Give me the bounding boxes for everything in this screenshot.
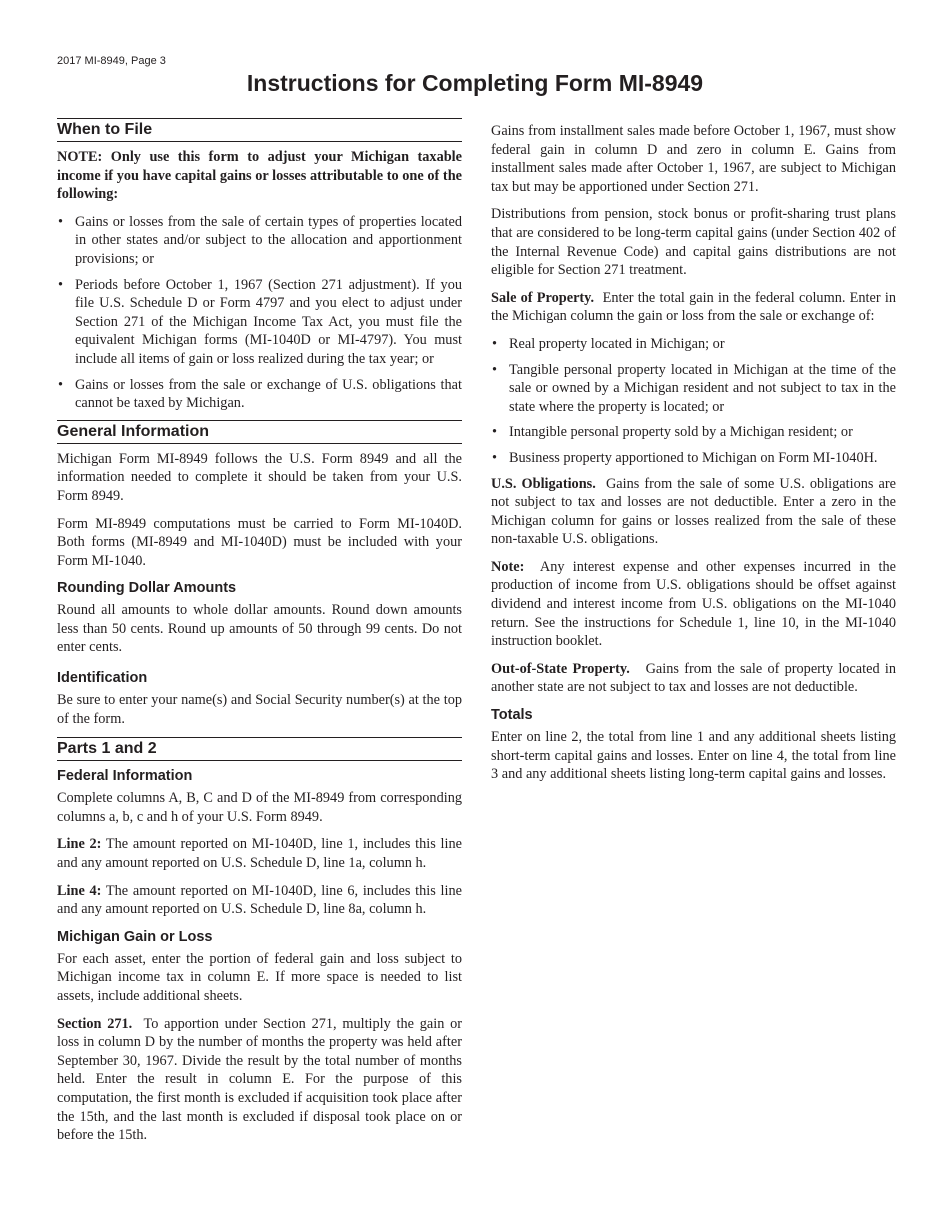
out-of-state-text: Gains from the sale of property located in another state are not subject to tax and losses are not deductible. (491, 660, 896, 696)
bullet-icon: • (58, 376, 64, 393)
list-item-text: Gains or losses from the sale or exchange of U.S. obligations that cannot be taxed by Michigan. (75, 376, 462, 412)
federal-info-paragraph: Complete columns A, B, C and D of the MI-8949 from corresponding columns a, b, c and h of your U.S. Form 8949. (57, 790, 462, 825)
totals-paragraph: Enter on line 2, the total from line 1 and any additional sheets listing short-term capital gains and losses. Enter on line 4, the total from line 3 and any additional sheets listing long-term capital gains and losses. (491, 729, 896, 783)
rounding-paragraph: Round all amounts to whole dollar amounts. Round down amounts less than 50 cents. Round up amounts of 50 through 99 cents. Do not enter cents. (57, 602, 462, 656)
out-of-state-label: Out-of-State Property. (491, 660, 630, 677)
list-item-text: Gains or losses from the sale of certain types of properties located in other states and/or subject to the allocation and apportionment provisions; or (75, 213, 462, 267)
section-heading-when-to-file: When to File (57, 118, 462, 142)
section-271-text: To apportion under Section 271, multiply the gain or loss in column D by the number of months the property was held after September 30, 1967. Divide the result by the total number of months held. Enter the result in column E. For the purpose of this computation, the first month is excluded if acquisition took place after the 15th, and the last month is excluded if disposal took place on or before the 15th. (57, 1015, 463, 1144)
bullet-icon: • (492, 361, 498, 378)
list-item-text: Tangible personal property located in Michigan at the time of the sale or owned by a Michigan resident and not subject to tax in the state where the property is located; or (509, 361, 896, 415)
bullet-icon: • (492, 335, 498, 352)
subheading-rounding: Rounding Dollar Amounts (57, 580, 237, 597)
bullet-icon: • (58, 213, 64, 230)
list-item-text: Real property located in Michigan; or (509, 335, 725, 352)
list-item (57, 213, 462, 269)
section-271-paragraph (57, 1015, 462, 1145)
us-obligations-label: U.S. Obligations. (491, 475, 596, 492)
subheading-federal-information: Federal Information (57, 768, 193, 785)
sale-of-property-text: Enter the total gain in the federal column. Enter in the Michigan column the gain or loss from the sale or exchange of: (491, 289, 896, 325)
line-2-text: The amount reported on MI-1040D, line 1, includes this line and any amount reported on U.S. Schedule D, line 1a, column h. (57, 836, 462, 872)
page-label: 2017 MI-8949, Page 3 (57, 55, 166, 67)
line-4-text: The amount reported on MI-1040D, line 6, includes this line and any amount reported on U.S. Schedule D, line 8a, column h. (57, 882, 462, 918)
list-item (491, 335, 896, 354)
list-item (491, 423, 896, 442)
subheading-totals: Totals (491, 707, 533, 724)
section-heading-general-information: General Information (57, 420, 462, 444)
line-2-paragraph (57, 835, 462, 872)
left-column (57, 118, 462, 1154)
us-obligations-text: Gains from the sale of some U.S. obligations are not subject to tax and losses are not deductible. Enter a zero in the Michigan column for gains or losses realized from the sale of these non-taxable U.S. obligations. (491, 475, 896, 548)
subheading-identification: Identification (57, 670, 148, 687)
general-info-paragraph: Michigan Form MI-8949 follows the U.S. Form 8949 and all the information needed to complete it should be taken from your U.S. Form 8949. (57, 450, 462, 504)
line-4-label: Line 4: (57, 882, 102, 899)
list-item (57, 276, 462, 369)
note-label: Note: (491, 558, 525, 575)
sale-of-property-label: Sale of Property. (491, 289, 595, 306)
us-obligations-paragraph (491, 475, 896, 549)
list-item-text: Business property apportioned to Michigan on Form MI-1040H. (509, 449, 878, 466)
right-column (491, 122, 896, 793)
page-title: Instructions for Completing Form MI-8949 (246, 70, 704, 96)
sale-of-property-paragraph (491, 289, 896, 326)
list-item-text: Periods before October 1, 1967 (Section 271 adjustment). If you file U.S. Schedule D or Form 4797 and you elect to adjust under Section 271 of the Michigan Income Tax Act, you must file the equivalent Michigan forms (MI-1040D or MI-4797). You must include all items of gain or loss realized during the tax year; or (75, 276, 462, 367)
identification-paragraph: Be sure to enter your name(s) and Social Security number(s) at the top of the form. (57, 692, 462, 727)
bullet-icon: • (492, 424, 498, 441)
subheading-michigan-gain-or-loss: Michigan Gain or Loss (57, 928, 213, 945)
note-text: Any interest expense and other expenses incurred in the production of income from U.S. obligations should be offset against dividend and interest income from U.S. obligations on the MI-1040 return. See the instructions for Schedule 1, line 10, in the MI-1040 instruction booklet. (491, 558, 896, 650)
line-2-label: Line 2: (57, 836, 102, 853)
distributions-paragraph: Distributions from pension, stock bonus or profit-sharing trust plans that are considered to be long-term capital gains (under Section 402 of the Internal Revenue Code) and capital gains distributions are not eligible for Section 271 treatment. (491, 206, 896, 279)
section-271-label: Section 271. (57, 1015, 133, 1032)
when-to-file-list (57, 213, 462, 413)
note-paragraph (491, 558, 896, 651)
out-of-state-paragraph (491, 660, 896, 697)
when-to-file-note: NOTE: Only use this form to adjust your Michigan taxable income if you have capital gains or losses attributable to one of the following: (57, 149, 462, 203)
list-item (57, 376, 462, 413)
michigan-gain-paragraph: For each asset, enter the portion of federal gain and loss subject to Michigan income tax in column E. If more space is needed to list assets, include additional sheets. (57, 950, 462, 1004)
section-heading-parts-1-and-2: Parts 1 and 2 (57, 737, 462, 761)
bullet-icon: • (492, 449, 498, 466)
bullet-icon: • (58, 276, 64, 293)
general-info-paragraph: Form MI-8949 computations must be carried to Form MI-1040D. Both forms (MI-8949 and MI-1040D) must be included with your Form MI-1040. (57, 515, 462, 569)
installment-paragraph: Gains from installment sales made before October 1, 1967, must show federal gain in column D and zero in column E. Gains from installment sales made after October 1, 1967, are subject to Michigan tax but may be apportioned under Section 271. (491, 123, 896, 195)
line-4-paragraph (57, 882, 462, 919)
list-item (491, 449, 896, 468)
list-item-text: Intangible personal property sold by a Michigan resident; or (509, 424, 853, 441)
sale-of-property-list (491, 335, 896, 468)
list-item (491, 361, 896, 417)
